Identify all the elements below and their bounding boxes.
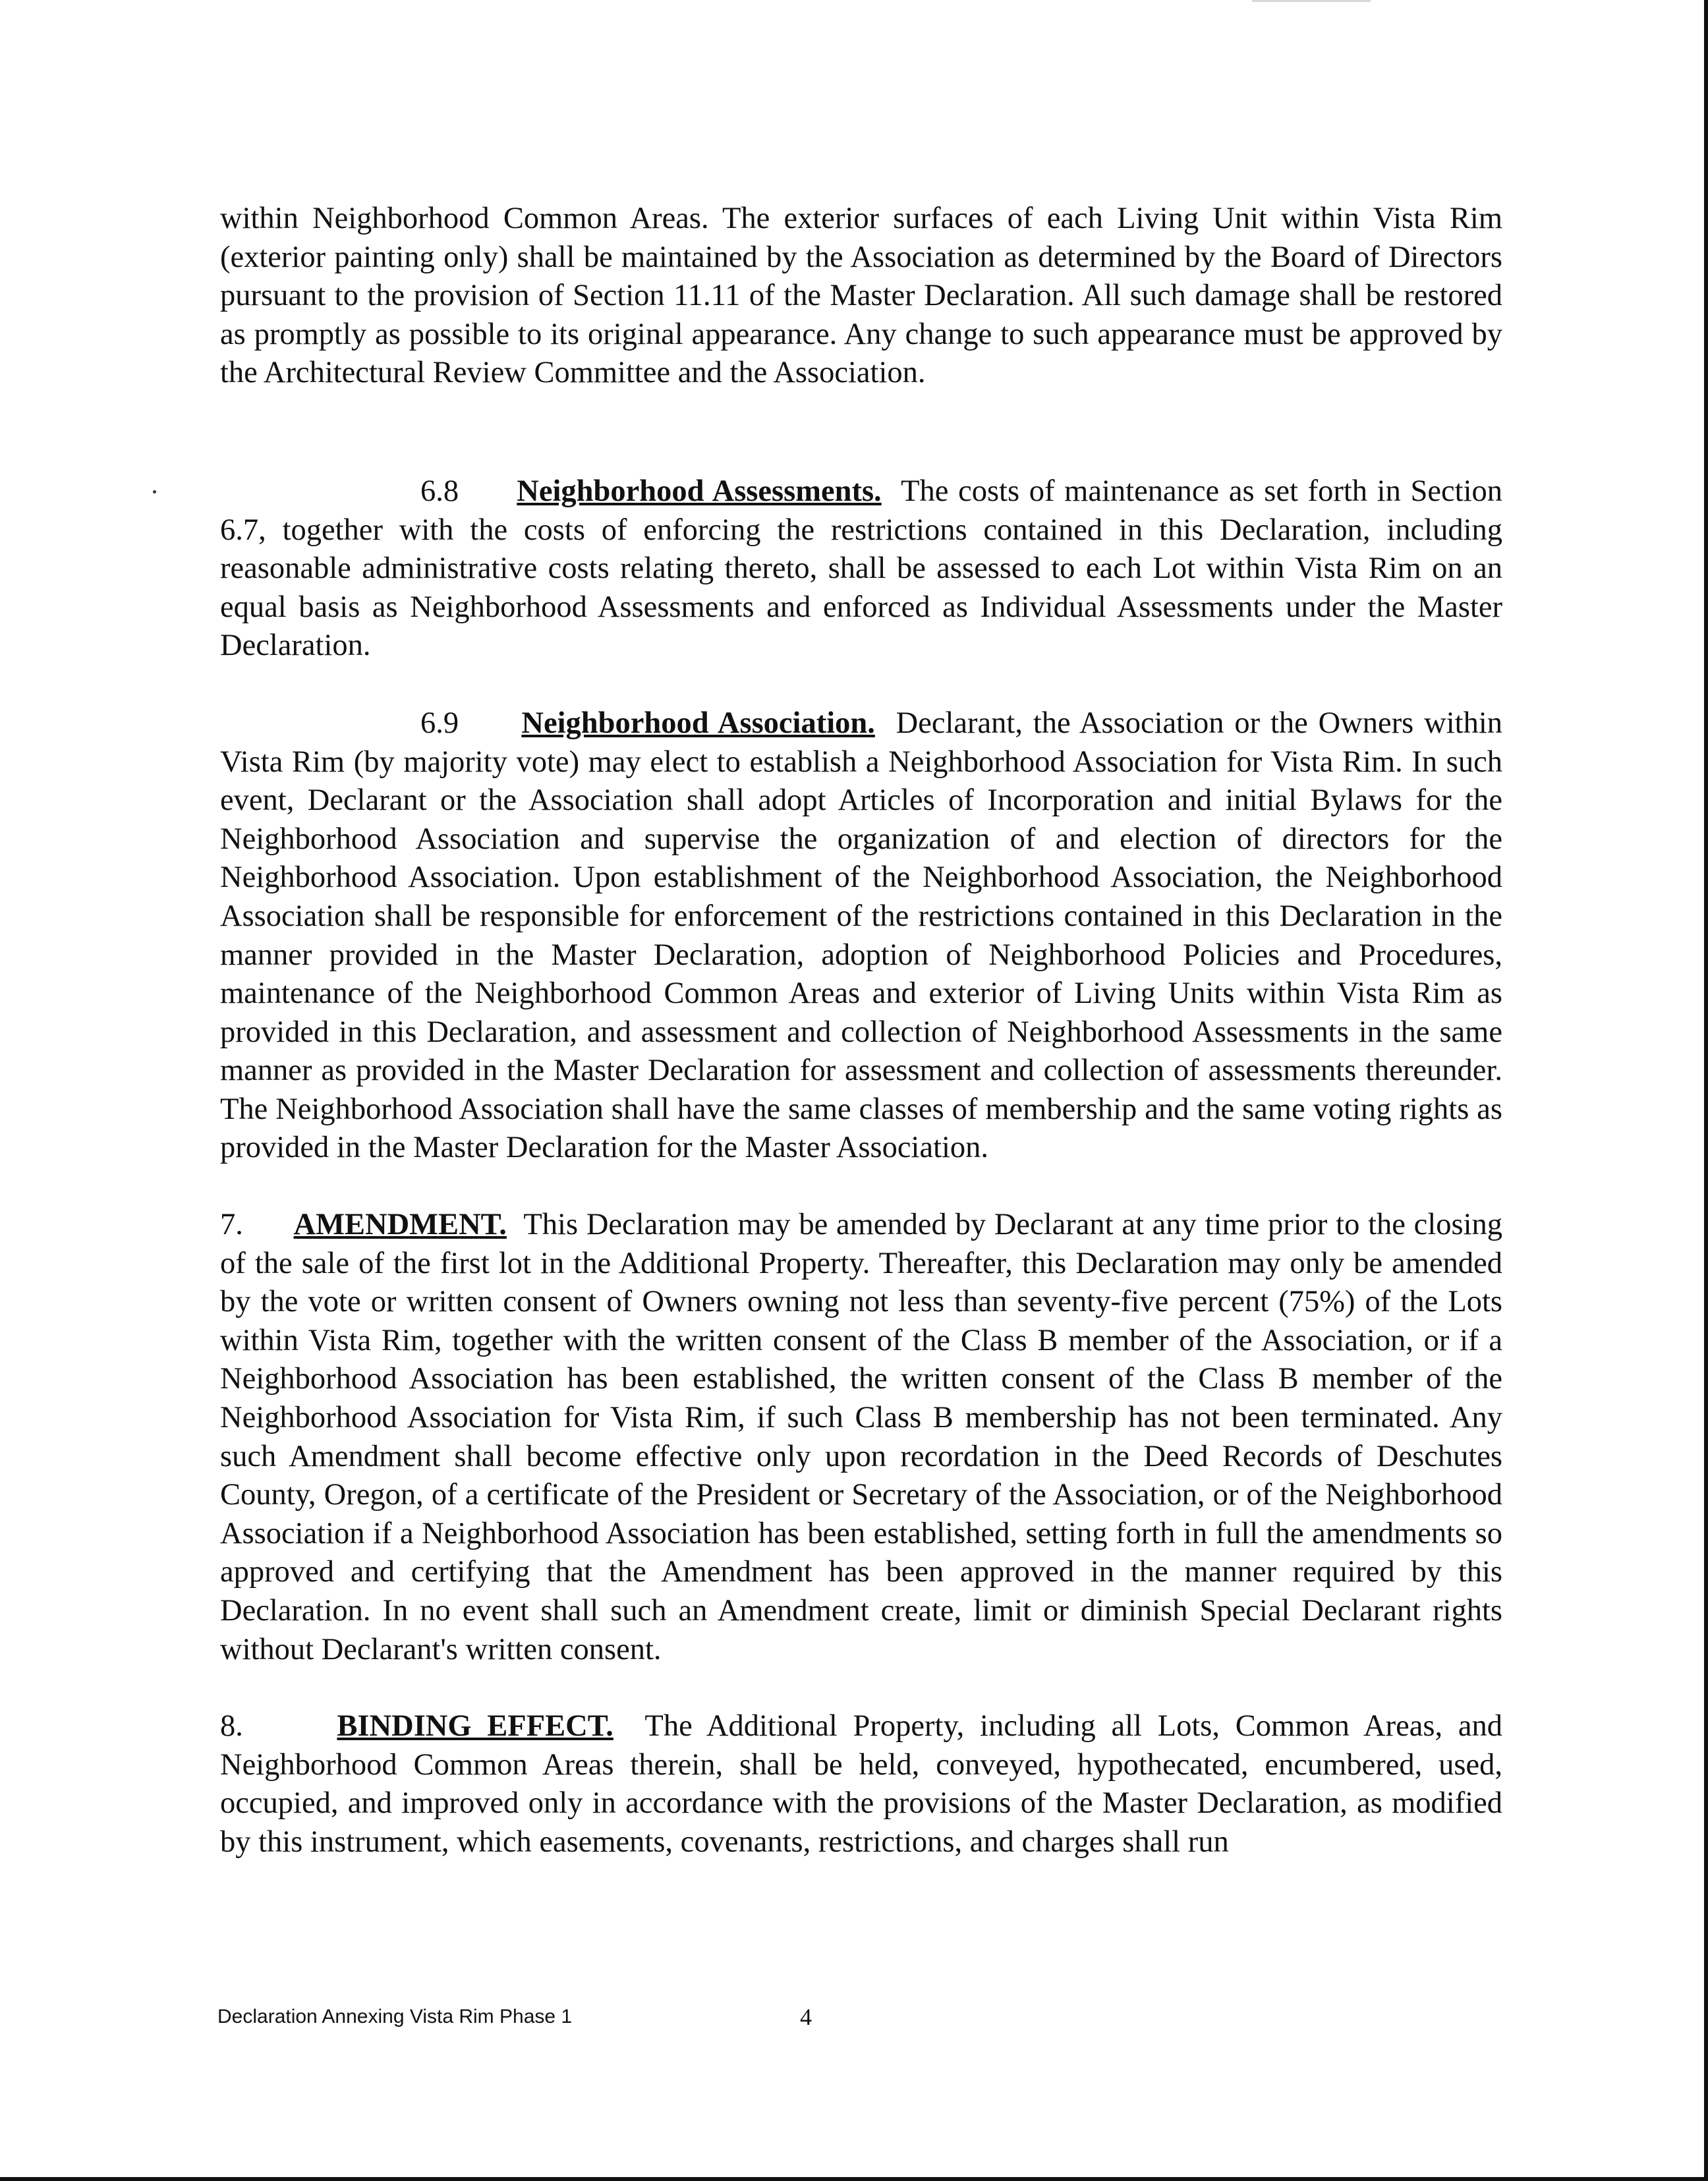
section-text: Declarant, the Association or the Owners within Vista Rim (by majority vote) may elect to establish a Neighborhood Association for Vista Rim. In such event, Declarant or the Association shall adopt Articles of Incorporation and initial Bylaws for the Neighborhood Association and supervise the organization of and election of directors for the Neighborhood Association. Upon establishment of the Neighborhood Association, the Neighborhood Association shall be responsible for enforcement of the restrictions contained in this Declaration in the manner provided in the Master Declaration, adoption of Neighborhood Policies and Procedures, maintenance of the Neighborhood Common Areas and exterior of Living Units within Vista Rim as provided in this Declaration, and assessment and collection of Neighborhood Assessments in the same manner as provided in the Master Declaration for assessment and collection of assessments thereunder. The Neighborhood Association shall have the same classes of membership and the same voting rights as provided in the Master Declaration for the Master Association. — [220, 706, 1502, 1165]
scan-speck — [153, 490, 156, 494]
section-8 — [220, 1707, 1502, 1861]
document-body — [220, 200, 1502, 1862]
section-title: Neighborhood Association. — [521, 706, 875, 740]
footer-page-number: 4 — [800, 2004, 812, 2030]
footer-document-title: Declaration Annexing Vista Rim Phase 1 — [217, 2006, 573, 2027]
section-title: BINDING EFFECT. — [337, 1709, 613, 1743]
section-6-8 — [220, 472, 1502, 666]
section-number: 7. — [220, 1208, 243, 1242]
section-number: 6.9 — [420, 706, 459, 740]
section-title: AMENDMENT. — [293, 1208, 507, 1242]
section-title: Neighborhood Assessments. — [517, 474, 882, 508]
section-number: 6.8 — [420, 474, 459, 508]
paragraph-continuation: within Neighborhood Common Areas. The exterior surfaces of each Living Unit within Vista Rim (exterior painting only) shall be maintained by the Association as determined by the Board of Directors pursuant to the provision of Section 11.11 of the Master Declaration. All such damage shall be restored as promptly as possible to its original appearance. Any change to such appearance must be approved by the Architectural Review Committee and the Association. — [220, 202, 1502, 390]
section-6-9 — [220, 704, 1502, 1168]
section-text: The costs of maintenance as set forth in Section 6.7, together with the costs of enforcing the restrictions contained in this Declaration, including reasonable administrative costs relating thereto, shall be assessed to each Lot within Vista Rim on an equal basis as Neighborhood Assessments and enforced as Individual Assessments under the Master Declaration. — [220, 474, 1503, 663]
scan-artifact-mark — [1252, 0, 1371, 2]
section-text: This Declaration may be amended by Declarant at any time prior to the closing of the sale of the first lot in the Additional Property. Thereafter, this Declaration may only be amended by the vote or written consent of Owners owning not less than seventy-five percent (75%) of the Lots within Vista Rim, together with the written consent of the Class B member of the Association, or if a Neighborhood Association has been established, the written consent of the Class B member of the Neighborhood Association for Vista Rim, if such Class B membership has not been terminated. Any such Amendment shall become effective only upon recordation in the Deed Records of Deschutes County, Oregon, of a certificate of the President or Secretary of the Association, or of the Neighborhood Association if a Neighborhood Association has been established, setting forth in full the amendments so approved and certifying that the Amendment has been approved in the manner required by this Declaration. In no event shall such an Amendment create, limit or diminish Special Declarant rights without Declarant's written consent. — [220, 1208, 1503, 1666]
section-7 — [220, 1206, 1502, 1669]
section-text: The Additional Property, including all Lots, Common Areas, and Neighborhood Common Areas therein, shall be held, conveyed, hypothecated, encumbered, used, occupied, and improved only in accordance with the provisions of the Master Declaration, as modified by this instrument, which easements, covenants, restrictions, and charges shall run — [220, 1709, 1503, 1859]
section-number: 8. — [220, 1709, 243, 1743]
